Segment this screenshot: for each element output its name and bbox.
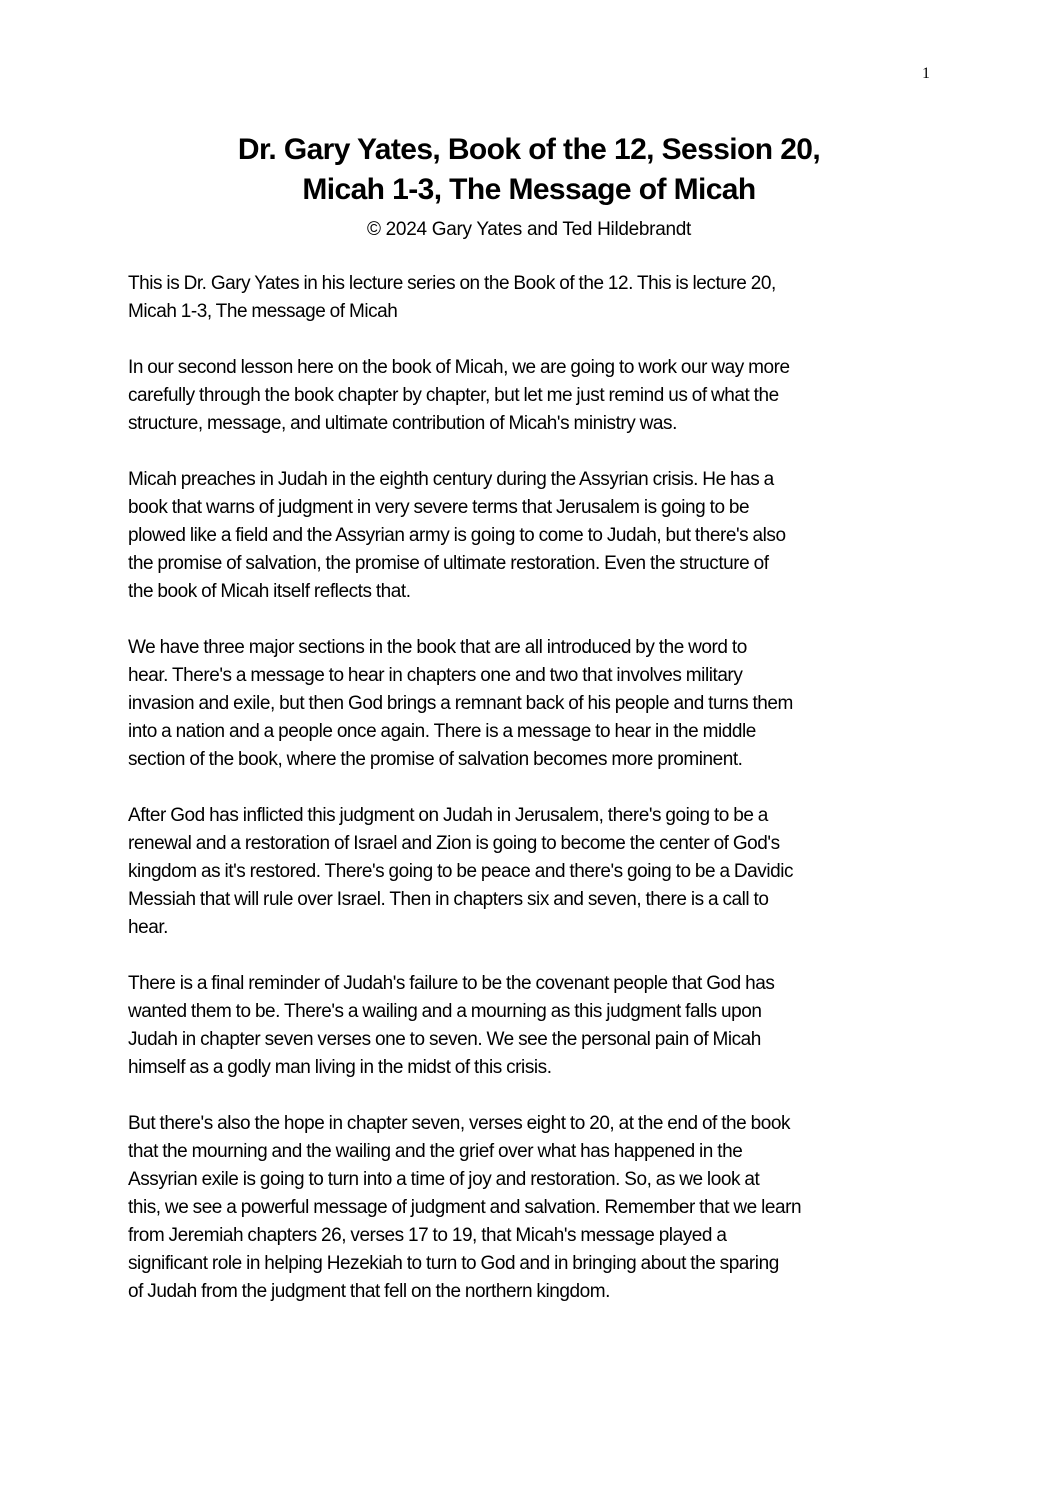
- text-line: of Judah from the judgment that fell on the northern kingdom.: [128, 1281, 610, 1302]
- document-title: [0, 130, 1058, 210]
- text-line: significant role in helping Hezekiah to turn to God and in bringing about the sparing: [128, 1253, 779, 1274]
- text-line: renewal and a restoration of Israel and Zion is going to become the center of God's: [128, 833, 780, 854]
- text-line: himself as a godly man living in the midst of this crisis.: [128, 1057, 552, 1078]
- text-line: hear. There's a message to hear in chapters one and two that involves military: [128, 665, 743, 686]
- text-line: invasion and exile, but then God brings a remnant back of his people and turns them: [128, 693, 793, 714]
- text-line: plowed like a field and the Assyrian army is going to come to Judah, but there's also: [128, 525, 786, 546]
- paragraph-intro: [128, 270, 938, 326]
- page-number: 1: [922, 65, 930, 82]
- text-line: that the mourning and the wailing and the grief over what has happened in the: [128, 1141, 743, 1162]
- text-line: There is a final reminder of Judah's failure to be the covenant people that God has: [128, 973, 775, 994]
- copyright-notice: © 2024 Gary Yates and Ted Hildebrandt: [366, 219, 691, 240]
- text-line: structure, message, and ultimate contribution of Micah's ministry was.: [128, 413, 677, 434]
- text-line: After God has inflicted this judgment on Judah in Jerusalem, there's going to be a: [128, 805, 768, 826]
- text-line: In our second lesson here on the book of Micah, we are going to work our way more: [128, 357, 790, 378]
- paragraph-hope: [128, 1110, 938, 1306]
- text-line: This is Dr. Gary Yates in his lecture series on the Book of the 12. This is lecture 20,: [128, 273, 776, 294]
- text-line: from Jeremiah chapters 26, verses 17 to 19, that Micah's message played a: [128, 1225, 727, 1246]
- text-line: Judah in chapter seven verses one to seven. We see the personal pain of Micah: [128, 1029, 761, 1050]
- title-line: Micah 1-3, The Message of Micah: [302, 173, 756, 206]
- text-line: But there's also the hope in chapter seven, verses eight to 20, at the end of the book: [128, 1113, 791, 1134]
- text-line: Micah 1-3, The message of Micah: [128, 301, 398, 322]
- text-line: section of the book, where the promise of salvation becomes more prominent.: [128, 749, 743, 770]
- paragraph-micah-preaches: [128, 466, 938, 606]
- text-line: into a nation and a people once again. There is a message to hear in the middle: [128, 721, 756, 742]
- text-line: We have three major sections in the book that are all introduced by the word to: [128, 637, 747, 658]
- paragraph-lesson-overview: [128, 354, 938, 438]
- paragraph-three-sections: [128, 634, 938, 774]
- paragraph-restoration: [128, 802, 938, 942]
- text-line: this, we see a powerful message of judgment and salvation. Remember that we learn: [128, 1197, 802, 1218]
- text-line: Assyrian exile is going to turn into a time of joy and restoration. So, as we look at: [128, 1169, 760, 1190]
- text-line: the book of Micah itself reflects that.: [128, 581, 411, 602]
- paragraph-final-reminder: [128, 970, 938, 1082]
- text-line: Micah preaches in Judah in the eighth century during the Assyrian crisis. He has a: [128, 469, 774, 490]
- text-line: kingdom as it's restored. There's going to be peace and there's going to be a Davidic: [128, 861, 794, 882]
- text-line: carefully through the book chapter by chapter, but let me just remind us of what the: [128, 385, 779, 406]
- text-line: wanted them to be. There's a wailing and a mourning as this judgment falls upon: [128, 1001, 762, 1022]
- text-line: hear.: [128, 917, 169, 938]
- text-line: book that warns of judgment in very severe terms that Jerusalem is going to be: [128, 497, 750, 518]
- title-line: Dr. Gary Yates, Book of the 12, Session 20,: [237, 133, 821, 166]
- text-line: Messiah that will rule over Israel. Then in chapters six and seven, there is a call to: [128, 889, 769, 910]
- text-line: the promise of salvation, the promise of ultimate restoration. Even the structure of: [128, 553, 769, 574]
